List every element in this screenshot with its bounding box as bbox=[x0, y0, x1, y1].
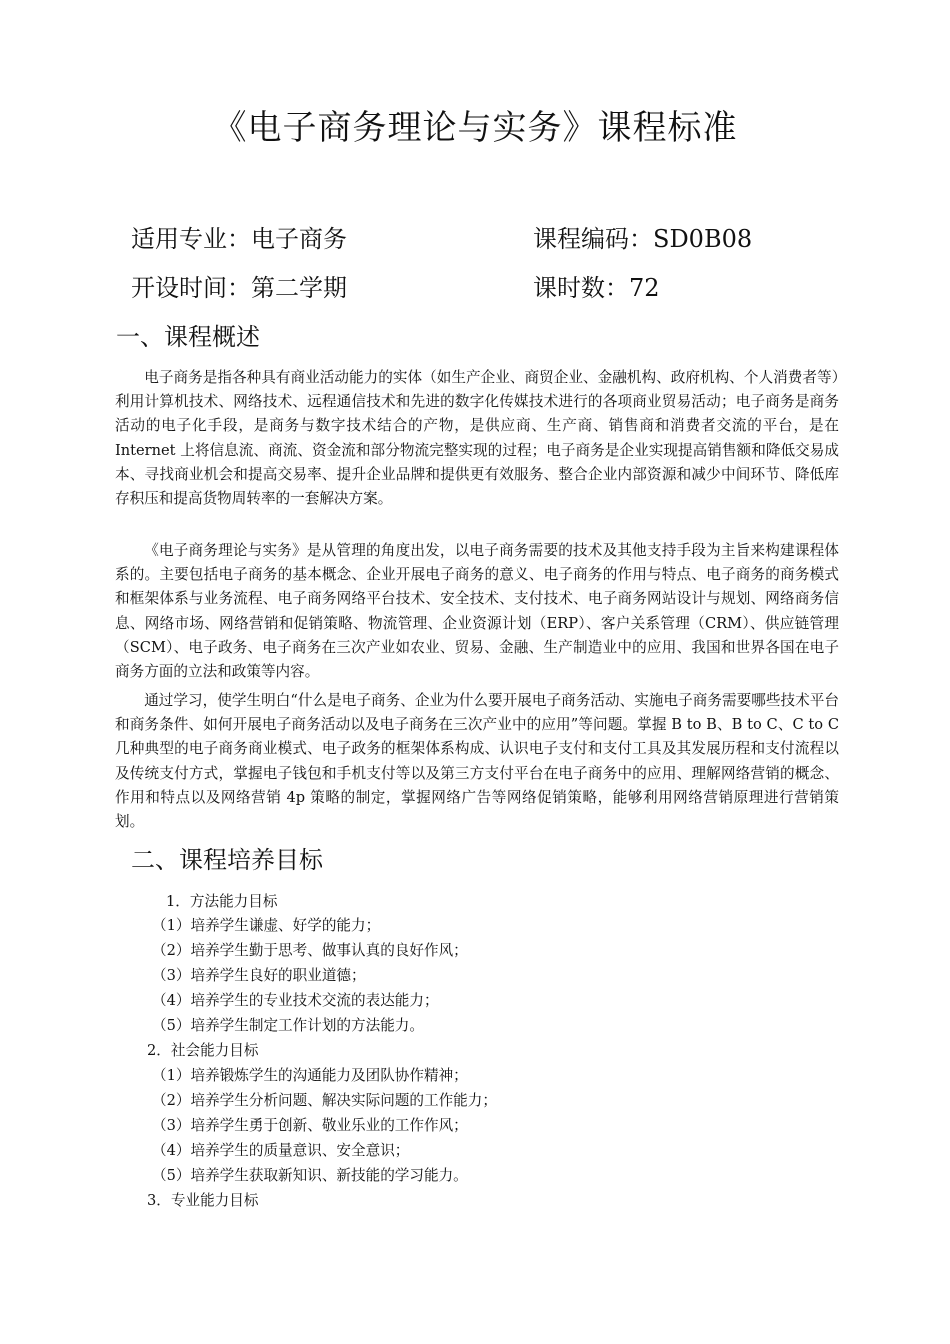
overview-paragraph: 《电子商务理论与实务》是从管理的角度出发，以电子商务需要的技术及其他支持手段为主旨来构建课程体系的。主要包括电子商务的基本概念、企业开展电子商务的意义、电子商务的作用与特点、电子商务的商务模式和框架体系与业务流程、电子商务网络平台技术、安全技术、支付技术、电子商务网站设计与规划、网络商务信息、网络市场、网络营销和促销策略、物流管理、企业资源计划（ERP）、客户关系管理（CRM）、供应链管理（SCM）、电子政务、电子商务在三次产业如农业、贸易、金融、生产制造业中的应用、我国和世界各国在电子商务方面的立法和政策等内容。 bbox=[115, 542, 839, 681]
objective-item: （3）培养学生勇于创新、敬业乐业的工作作风； bbox=[152, 1117, 468, 1134]
objective-item: （4）培养学生的质量意识、安全意识； bbox=[152, 1142, 410, 1159]
objective-item: （1）培养锻炼学生的沟通能力及团队协作精神； bbox=[152, 1067, 468, 1084]
objective-item: （1）培养学生谦虚、好学的能力； bbox=[152, 917, 381, 934]
objective-item: （3）培养学生良好的职业道德； bbox=[152, 967, 366, 984]
section-heading-overview: 一、课程概述 bbox=[116, 323, 260, 351]
overview-paragraph: 电子商务是指各种具有商业活动能力的实体（如生产企业、商贸企业、金融机构、政府机构、个人消费者等）利用计算机技术、网络技术、远程通信技术和先进的数字化传媒技术进行的各项商业贸易活动；电子商务是商务活动的电子化手段，是商务与数字技术结合的产物，是供应商、生产商、销售商和消费者交流的平台，是在 Internet 上将信息流、商流、资金流和部分物流完整实现的过程；电子商务是企业实现提高销售额和降低交易成本、寻找商业机会和提高交易率、提升企业品牌和提供更有效服务、整合企业内部资源和减少中间环节、降低库存积压和提高货物周转率的一套解决方案。 bbox=[115, 369, 839, 508]
objective-group-title: 2．社会能力目标 bbox=[147, 1042, 259, 1059]
objective-item: （2）培养学生勤于思考、做事认真的良好作风； bbox=[152, 942, 468, 959]
objective-item: （5）培养学生制定工作计划的方法能力。 bbox=[152, 1017, 424, 1034]
objective-item: （5）培养学生获取新知识、新技能的学习能力。 bbox=[152, 1167, 468, 1184]
objective-group-title: 1．方法能力目标 bbox=[166, 893, 278, 910]
objective-item: （2）培养学生分析问题、解决实际问题的工作能力； bbox=[152, 1092, 497, 1109]
section-heading-objectives: 二、课程培养目标 bbox=[131, 846, 323, 874]
overview-paragraph: 通过学习，使学生明白“什么是电子商务、企业为什么要开展电子商务活动、实施电子商务需要哪些技术平台和商务条件、如何开展电子商务活动以及电子商务在三次产业中的应用”等问题。掌握 B to B、B to C、C to C 几种典型的电子商务商业模式、电子政务的框架体系构成、认识电子支付和支付工具及其发展历程和支付流程以及传统支付方式，掌握电子钱包和手机支付等以及第三方支付平台在电子商务中的应用、理解网络营销的概念、作用和特点以及网络营销 4p 策略的制定，掌握网络广告等网络促销策略，能够利用网络营销原理进行营销策划。 bbox=[115, 692, 839, 831]
term-field: 开设时间：第二学期 bbox=[131, 274, 347, 302]
objective-group-title: 3．专业能力目标 bbox=[147, 1192, 259, 1209]
page-title: 《电子商务理论与实务》课程标准 bbox=[212, 108, 738, 148]
major-field: 适用专业：电子商务 bbox=[131, 225, 347, 253]
hours-field: 课时数：72 bbox=[533, 274, 660, 302]
course-code-field: 课程编码：SD0B08 bbox=[533, 225, 753, 253]
objective-item: （4）培养学生的专业技术交流的表达能力； bbox=[152, 992, 439, 1009]
